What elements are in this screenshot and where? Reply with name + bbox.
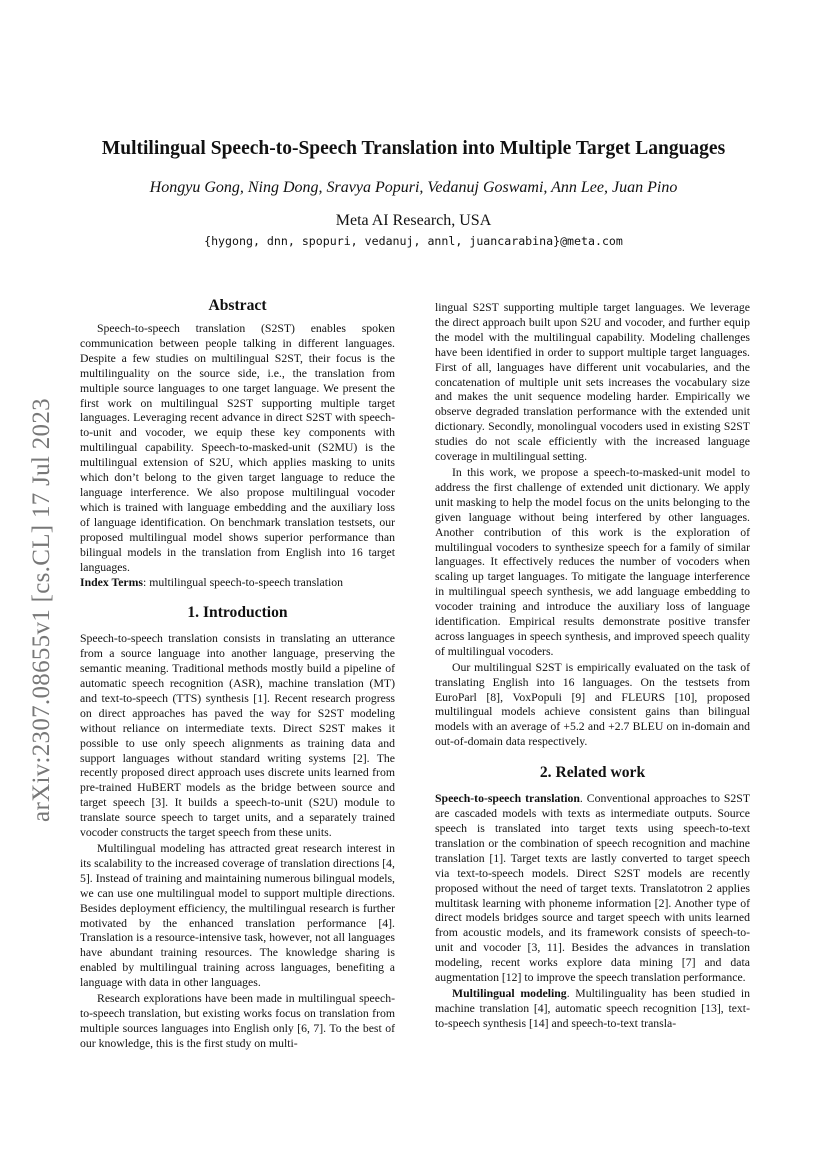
index-terms	[80, 576, 395, 591]
multilingual-text: . Multilinguality has been studied in machine translation [4], automatic speech recognition [13], text-to-speech synthesis [14] and speech-to-text transla-	[435, 986, 750, 1030]
affiliation: Meta AI Research, USA	[335, 212, 492, 229]
author-list: Hongyu Gong, Ning Dong, Sravya Popuri, Vedanuj Goswami, Ann Lee, Juan Pino	[149, 179, 678, 196]
abstract-text: Speech-to-speech translation (S2ST) enables spoken communication between people talking in different languages. Despite a few studies on multilingual S2ST, their focus is the multilinguality on the source side, i.e., the translation from multiple source languages to one target language. We present the first work on multilingual S2ST supporting multiple target languages. Leveraging recent advance in direct S2ST with speech-to-unit and vocoder, we equip these key components with multilingual capability. Speech-to-masked-unit (S2MU) is the multilingual extension of S2U, which applies masking to units which don’t belong to the given target language to reduce the language interference. We also propose multilingual vocoder which is trained with language embedding and the auxiliary loss of language identification. On benchmark translation testsets, our proposed multilingual model shows superior performance than bilingual models in the translation from English into 16 target languages.	[80, 322, 395, 574]
intro-paragraph-4: In this work, we propose a speech-to-masked-unit model to address the first challenge of extended unit dictionary. We apply unit masking to help the model focus on the units belonging to the given language without being interfered by other languages. Another contribution of this work is the exploration of multilingual vocoders to synthesize speech for a family of similar languages. It effectively reduces the number of vocoders when scaling up target languages. To mitigate the language interference in multilingual speech synthesis, we add language embedding to vocoder training and introduce the auxiliary loss of language identification. Empirical results demonstrate positive transfer across languages in speech synthesis, and improved speech quality of multilingual vocoders.	[435, 465, 750, 658]
paper-title: Multilingual Speech-to-Speech Translation into Multiple Target Languages	[101, 138, 726, 159]
abstract-heading: Abstract	[208, 297, 267, 314]
intro-paragraph-2: Multilingual modeling has attracted great research interest in its scalability to the increased coverage of translation directions [4, 5]. Instead of training and maintaining numerous bilingual models, we can use one multilingual model to support multiple directions. Besides deployment efficiency, the multilingual research is further motivated by the enhanced translation performance [4]. Translation is a resource-intensive task, however, not all languages have abundant training resources. The knowledge sharing is enabled by multilingual training across languages, benefiting a language with data in other languages.	[80, 842, 395, 990]
left-column	[80, 296, 395, 1052]
s2st-text: . Conventional approaches to S2ST are cascaded models with texts as intermediate outputs. Source speech is translated into target texts using speech-to-text translation or the combination of speech recognition and machine translation [1]. Target texts are lastly converted to target speech via text-to-speech models. Direct S2ST models are recently proposed without the need of target texts. Translatotron 2 applies multitask learning with phoneme information [2]. Another type of direct models bridges source and target speech with units learned from acoustic models, and its framework consists of speech-to-unit and vocoder [3, 11]. Besides the advances in translation modeling, recent works explore data mining [7] and data augmentation [12] to improve the speech translation performance.	[435, 792, 750, 985]
s2st-paragraph	[435, 792, 750, 986]
arxiv-id: arXiv:2307.08655v1 [cs.CL] 17 Jul 2023	[28, 398, 55, 822]
intro-continuation: lingual S2ST supporting multiple target languages. We leverage the direct approach built upon S2U and vocoder, and further equip the model with the multilingual capability. Modeling challenges have been identified in order to support multiple target languages. First of all, languages have different unit vocabularies, and the concatenation of multiple unit sets increases the vocabulary size and makes the unit sequence modeling harder. Empirically we observe degraded translation performance with the extended unit dictionary. Secondly, monolingual vocoders used in existing S2ST studies do not scale efficiently with the increased language coverage in multilingual setting.	[435, 301, 750, 464]
intro-paragraph-5: Our multilingual S2ST is empirically evaluated on the task of translating English into 16 languages. On the testsets from EuroParl [8], VoxPopuli [9] and FLEURS [10], proposed multilingual models achieve consistent gains than bilingual models with an average of +5.2 and +2.7 BLEU on in-domain and out-of-domain data respectively.	[435, 660, 750, 749]
multilingual-paragraph	[435, 987, 750, 1032]
index-terms-text: : multilingual speech-to-speech translation	[143, 576, 344, 590]
index-terms-label: Index Terms	[80, 576, 144, 590]
arxiv-stamp	[22, 375, 62, 845]
related-work-heading: 2. Related work	[539, 764, 646, 782]
intro-paragraph-1: Speech-to-speech translation consists in translating an utterance from a source language into another language, preserving the semantic meaning. Traditional methods mostly build a pipeline of automatic speech recognition (ASR), machine translation (MT) and text-to-speech (TTS) synthesis [1]. Recent research progress on direct approaches has paved the way for S2ST modeling without reliance on intermediate texts. Direct S2ST makes it possible to use only speech alignments as training data and support languages without standard writing systems [2]. The recently proposed direct approach uses discrete units learned from pre-trained HuBERT models as the bridge between source and target speech [3]. It builds a speech-to-unit (S2U) module to translate source speech to target units, and a separately trained vocoder constructs the target speech from these units.	[80, 632, 395, 840]
right-column	[435, 301, 750, 1032]
intro-paragraph-3: Research explorations have been made in multilingual speech-to-speech translation, but existing works focus on translation from multiple sources languages into English only [6, 7]. To the best of our knowledge, this is the first study on multi-	[80, 992, 395, 1050]
introduction-heading: 1. Introduction	[187, 604, 288, 622]
s2st-label: Speech-to-speech translation	[435, 792, 580, 806]
author-emails: {hygong, dnn, spopuri, vedanuj, annl, juancarabina}@meta.com	[204, 234, 623, 248]
multilingual-label: Multilingual modeling	[452, 986, 567, 1000]
